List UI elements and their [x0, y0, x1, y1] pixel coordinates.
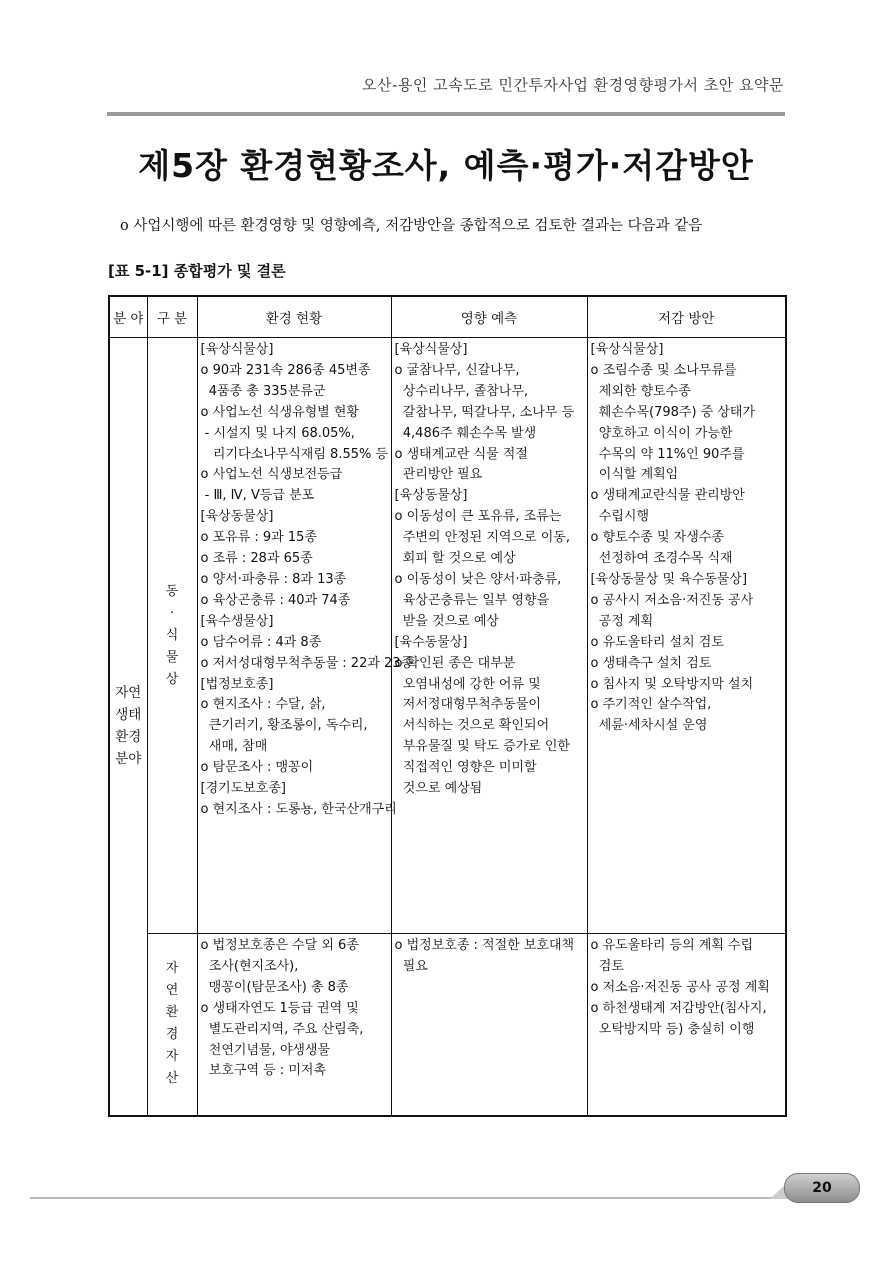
mitigation-line: 선정하여 조경수목 식재	[590, 551, 733, 567]
status-cell	[197, 934, 391, 1116]
table-header-row	[109, 296, 786, 338]
category-line: ·	[169, 605, 175, 621]
status-line: 천연기념물, 야생생물	[200, 1042, 331, 1058]
prediction-line: ο 법정보호종 : 적절한 보호대책	[394, 938, 575, 953]
field-label-line: 생태	[115, 707, 142, 724]
header-mitigation: 저감 방안	[587, 296, 786, 338]
prediction-line: 부유물질 및 탁도 증가로 인한	[394, 739, 570, 755]
status-line: ο 담수어류 : 4과 8종	[200, 634, 322, 650]
field-cell	[109, 338, 147, 1116]
running-header: 오산-용인 고속도로 민간투자사업 환경영향평가서 초안 요약문	[362, 76, 784, 94]
page-number: 20	[784, 1173, 860, 1203]
table-caption: [표 5-1] 종합평가 및 결론	[108, 262, 286, 280]
mitigation-line: [육상동물상 및 육수동물상]	[590, 571, 748, 587]
category-line: 동	[165, 583, 179, 599]
mitigation-line: ο 침사지 및 오탁방지막 설치	[590, 676, 754, 692]
status-line: 큰기러기, 황조롱이, 독수리,	[200, 718, 368, 734]
status-line: ο 사업노선 식생유형별 현황	[200, 404, 359, 420]
category-line: 식	[165, 627, 179, 643]
mitigation-line: ο 생태계교란식물 관리방안	[590, 488, 745, 504]
field-label-line: 자연	[115, 685, 142, 702]
mitigation-line: 이식할 계획임	[590, 467, 679, 483]
status-line: 조사(현지조사),	[200, 958, 299, 974]
mitigation-line: ο 하천생태계 저감방안(침사지,	[590, 1000, 767, 1016]
category-cell	[147, 338, 197, 934]
header-rule	[107, 112, 785, 116]
mitigation-line: ο 주기적인 살수작업,	[590, 697, 712, 713]
category-line: 자	[165, 1049, 179, 1065]
category-line: 자	[165, 961, 179, 977]
prediction-cell	[391, 338, 587, 934]
mitigation-line: 세륜·세차시설 운영	[590, 718, 708, 734]
mitigation-line: [육상식물상]	[590, 342, 664, 357]
summary-table	[108, 295, 787, 1117]
prediction-line: [육상식물상]	[394, 342, 468, 357]
category-line: 상	[165, 671, 179, 687]
status-line: - Ⅲ, Ⅳ, Ⅴ등급 분포	[200, 488, 315, 504]
prediction-line: 상수리나무, 졸참나무,	[394, 383, 529, 399]
mitigation-line: 양호하고 이식이 가능한	[590, 425, 733, 441]
field-label-line: 환경	[115, 729, 142, 746]
footer-line	[30, 1197, 782, 1199]
status-line: 새매, 참매	[200, 739, 268, 755]
prediction-line: 서식하는 것으로 확인되어	[394, 718, 550, 734]
prediction-line: ο 이동성이 큰 포유류, 조류는	[394, 509, 562, 525]
mitigation-line: 오탁방지막 등) 충실히 이행	[590, 1021, 755, 1037]
status-line: 별도관리지역, 주요 산림축,	[200, 1021, 364, 1037]
prediction-line: 받을 것으로 예상	[394, 613, 499, 629]
status-line: [경기도보호종]	[200, 781, 286, 797]
status-line: [육수생물상]	[200, 613, 274, 629]
status-line: ο 현지조사 : 도롱뇽, 한국산개구리	[200, 801, 397, 817]
header-field: 분 야	[109, 296, 147, 338]
prediction-line: 갈참나무, 떡갈나무, 소나무 등	[394, 404, 575, 420]
header-prediction: 영향 예측	[391, 296, 587, 338]
mitigation-line: ο 향토수종 및 자생수종	[590, 530, 724, 546]
status-line: ο 생태자연도 1등급 권역 및	[200, 1000, 359, 1016]
prediction-line: ο 생태계교란 식물 적절	[394, 446, 528, 462]
mitigation-line: 공정 계획	[590, 613, 654, 629]
prediction-line: 회피 할 것으로 예상	[394, 551, 516, 567]
prediction-line: 주변의 안정된 지역으로 이동,	[394, 530, 570, 546]
mitigation-line: ο 공사시 저소음·저진동 공사	[590, 592, 754, 608]
status-line: ο 90과 231속 286종 45변종	[200, 362, 371, 378]
mitigation-line: ο 조림수종 및 소나무류를	[590, 362, 737, 378]
chapter-title: 제5장 환경현황조사, 예측·평가·저감방안	[138, 146, 754, 185]
prediction-line: 것으로 예상됨	[394, 781, 483, 797]
prediction-line: ο 굴참나무, 신갈나무,	[394, 362, 520, 378]
prediction-line: ο 이동성이 낮은 양서·파충류,	[394, 571, 562, 587]
prediction-line: 오염내성에 강한 어류 및	[394, 676, 541, 692]
prediction-cell	[391, 934, 587, 1116]
mitigation-line: 수립시행	[590, 509, 649, 525]
status-line: 리기다소나무식재림 8.55% 등	[200, 446, 389, 462]
intro-text: ο 사업시행에 따른 환경영향 및 영향예측, 저감방안을 종합적으로 검토한 결과는 다음과 같음	[120, 218, 703, 234]
header-category: 구 분	[147, 296, 197, 338]
status-line: ο 탐문조사 : 맹꽁이	[200, 760, 314, 776]
status-line: ο 사업노선 식생보전등급	[200, 467, 343, 483]
field-label-line: 분야	[115, 751, 142, 768]
prediction-line: 육상곤충류는 일부 영향을	[394, 592, 550, 608]
prediction-line: 필요	[394, 958, 428, 974]
category-line: 환	[165, 1005, 179, 1021]
status-line: ο 양서·파충류 : 8과 13종	[200, 571, 347, 587]
prediction-line: [육수동물상]	[394, 634, 468, 650]
status-line: 4품종 총 335분류군	[200, 383, 326, 399]
status-line: ο 현지조사 : 수달, 삵,	[200, 697, 326, 713]
status-line: ο 조류 : 28과 65종	[200, 551, 313, 567]
prediction-line: ο 확인된 종은 대부분	[394, 655, 516, 671]
category-line: 경	[165, 1027, 179, 1043]
category-line: 연	[165, 983, 179, 999]
status-line: [육상동물상]	[200, 509, 274, 525]
category-line: 물	[165, 649, 179, 665]
status-cell	[197, 338, 414, 934]
status-line: 맹꽁이(탐문조사) 총 8종	[200, 979, 349, 995]
prediction-line: 저서정대형무척추동물이	[394, 697, 541, 713]
table-row	[109, 338, 786, 934]
mitigation-cell	[587, 338, 786, 934]
prediction-line: 관리방안 필요	[394, 467, 483, 483]
status-line: ο 포유류 : 9과 15종	[200, 530, 317, 546]
header-status: 환경 현황	[197, 296, 391, 338]
mitigation-line: ο 유도울타리 설치 검토	[590, 634, 724, 650]
status-line: ο 육상곤충류 : 40과 74종	[200, 592, 351, 608]
prediction-line: 4,486주 훼손수목 발생	[394, 425, 537, 441]
category-line: 산	[165, 1071, 179, 1087]
mitigation-line: 수목의 약 11%인 90주를	[590, 446, 745, 462]
prediction-line: [육상동물상]	[394, 488, 468, 504]
mitigation-line: 훼손수목(798주) 중 상태가	[590, 404, 756, 420]
mitigation-line: 제외한 향토수종	[590, 383, 691, 399]
mitigation-line: ο 저소음·저진동 공사 공정 계획	[590, 979, 770, 995]
mitigation-line: 검토	[590, 958, 624, 974]
status-line: [법정보호종]	[200, 676, 274, 692]
mitigation-line: ο 생태측구 설치 검토	[590, 655, 712, 671]
status-line: ο 법정보호종은 수달 외 6종	[200, 938, 359, 953]
category-cell	[147, 934, 197, 1116]
mitigation-cell	[587, 934, 786, 1116]
status-line: - 시설지 및 나지 68.05%,	[200, 425, 355, 441]
mitigation-line: ο 유도울타리 등의 계획 수립	[590, 938, 754, 953]
table-row	[109, 934, 786, 1116]
status-line: 보호구역 등 : 미저촉	[200, 1063, 327, 1079]
status-line: [육상식물상]	[200, 342, 274, 357]
prediction-line: 직접적인 영향은 미미할	[394, 760, 537, 776]
status-line: ο 저서성대형무척추동물 : 22과 23종	[200, 655, 414, 671]
